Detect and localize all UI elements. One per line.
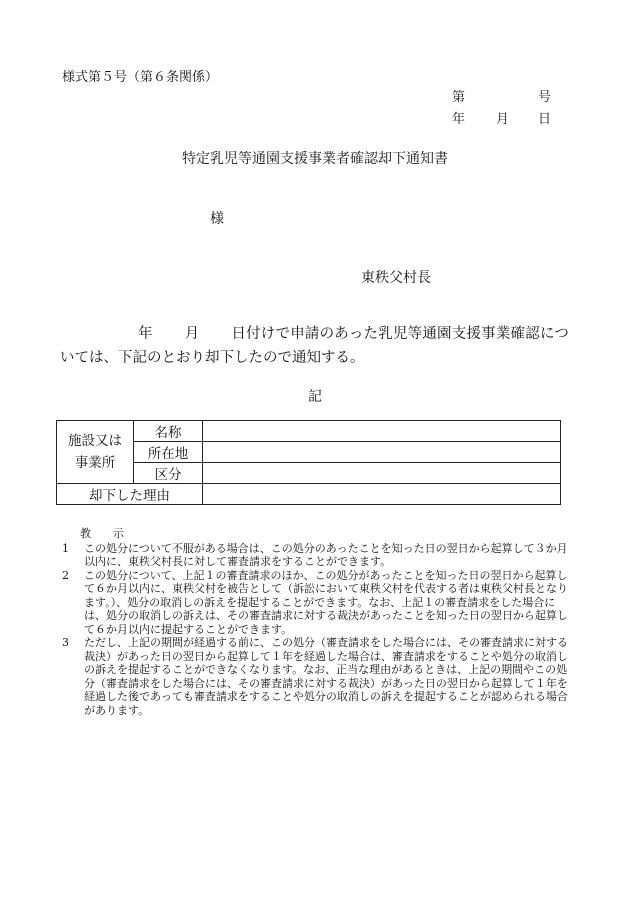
body-year: 年	[138, 326, 153, 342]
number-prefix: 第	[452, 90, 466, 105]
facility-table	[56, 420, 561, 505]
form-number: 様式第５号（第６条関係）	[62, 70, 219, 85]
value-reason	[203, 484, 561, 505]
document-number	[452, 86, 552, 105]
note-text: ただし、上記の期間が経過する前に、この処分（審査請求をした場合には、その審査請求に対する裁決）があった日の翌日から起算して１年を経過した場合は、審査請求をすることや処分の取消しの訴えを提起することができなくなります。なお、正当な理由があるときは、上記の期間やこの処分（審査請求をした場合には、その審査請求に対する裁決）があった日の翌日から起算して１年を経過した後であっても審査請求をすることや処分の取消しの訴えを提起することが認められる場合があります。	[84, 636, 568, 717]
table-row	[57, 421, 561, 442]
group-label-line2: 事業所	[74, 455, 116, 471]
document-title: 特定乳児等通園支援事業者確認却下通知書	[182, 151, 448, 167]
label-address: 所在地	[134, 442, 203, 463]
instruction-notes	[62, 527, 574, 717]
body-line-2: いては、下記のとおり却下したので通知する。	[60, 350, 365, 366]
recipient-honorific: 様	[210, 211, 224, 227]
label-category: 区分	[134, 463, 203, 484]
value-name	[203, 421, 561, 442]
note-item	[62, 569, 574, 637]
date-year: 年	[452, 112, 466, 127]
note-number: 1	[62, 541, 69, 555]
note-number: 2	[62, 568, 69, 582]
number-suffix: 号	[538, 90, 552, 105]
body-rest: 日付けで申請のあった乳児等通園支援事業確認につ	[231, 326, 570, 342]
note-number: 3	[62, 636, 69, 649]
body-month: 月	[184, 326, 200, 342]
date-month: 月	[496, 112, 510, 127]
body-text	[60, 322, 570, 370]
label-reason: 却下した理由	[57, 484, 203, 505]
label-name: 名称	[134, 421, 203, 442]
note-text: この処分について不服がある場合は、この処分のあったことを知った日の翌日から起算して３か月以内に、東秩父村長に対して審査請求をすることができます。	[84, 541, 568, 568]
ki-heading: 記	[308, 389, 322, 405]
sender-name: 東秩父村長	[361, 270, 431, 286]
note-item	[62, 636, 574, 717]
facility-group-label	[57, 421, 134, 484]
table-row	[57, 484, 561, 505]
group-label-line1: 施設又は	[68, 433, 122, 449]
value-address	[203, 442, 561, 463]
body-line-1	[60, 322, 570, 346]
value-category	[203, 463, 561, 484]
note-item	[62, 542, 574, 569]
note-text: この処分について、上記１の審査請求のほか、この処分があったことを知った日の翌日から起算して６か月以内に、東秩父村を被告として（訴訟において東秩父村を代表する者は東秩父村長となります。）、処分の取消しの訴えを提起することができます。なお、上記１の審査請求をした場合には、処分の取消しの訴えは、その審査請求に対する裁決があったことを知った日の翌日から起算して６か月以内に提起することができます。	[84, 568, 568, 636]
date-day: 日	[538, 112, 552, 127]
notes-heading: 教 示	[80, 527, 124, 540]
